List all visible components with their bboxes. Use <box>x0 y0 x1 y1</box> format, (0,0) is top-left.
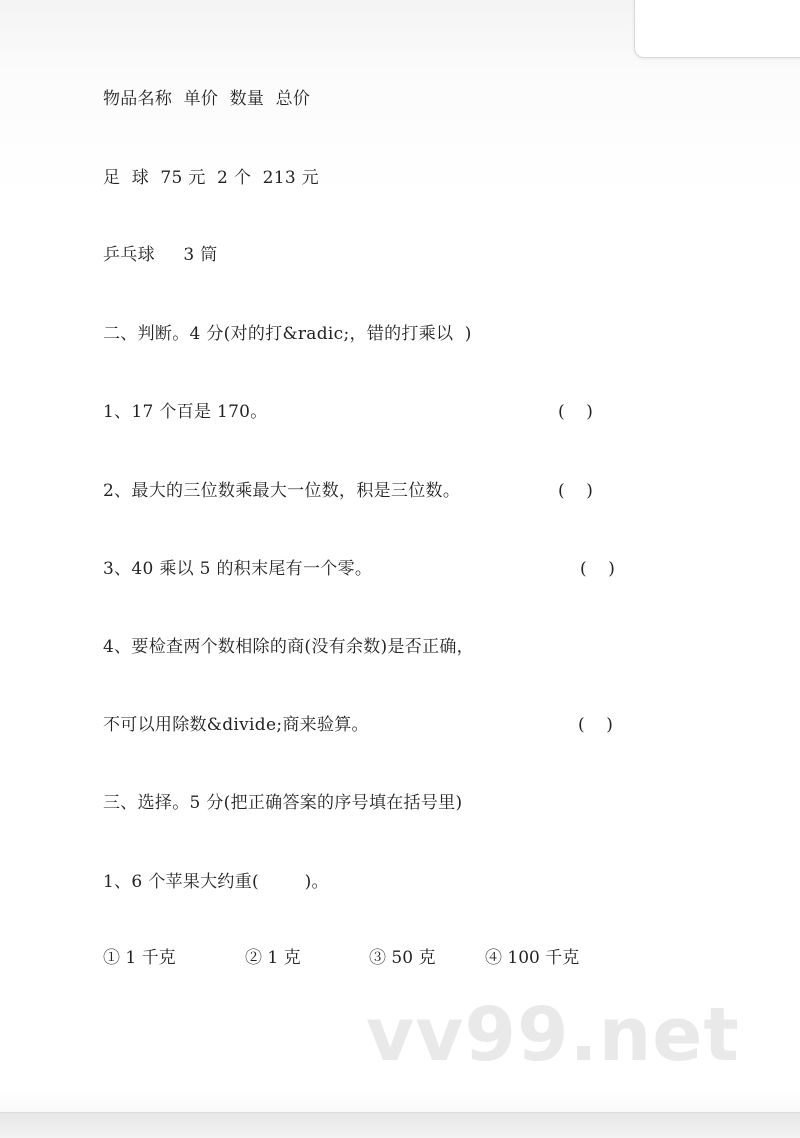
table-row-football: 足 球 75 元 2 个 213 元 <box>103 168 319 188</box>
corner-card <box>634 0 800 58</box>
answer-paren-4: ( ) <box>578 715 613 735</box>
answer-paren-3: ( ) <box>580 559 615 579</box>
table-row-pingpong: 乒乓球 3 筒 <box>103 245 218 265</box>
judge-item-4-line-2: 不可以用除数&divide;商来验算。 <box>103 715 369 735</box>
option-3: ③ 50 克 <box>369 948 436 968</box>
answer-paren-1: ( ) <box>558 402 593 422</box>
option-2: ② 1 克 <box>245 948 301 968</box>
judge-item-1: 1、17 个百是 170。 <box>103 402 268 422</box>
choice-question-1: 1、6 个苹果大约重( )。 <box>103 872 329 892</box>
section-two-title: 二、判断。4 分(对的打&radic;，错的打乘以 ) <box>103 324 472 344</box>
option-1: ① 1 千克 <box>103 948 176 968</box>
answer-paren-2: ( ) <box>558 481 593 501</box>
table-header-row: 物品名称 单价 数量 总价 <box>103 89 311 109</box>
section-three-title: 三、选择。5 分(把正确答案的序号填在括号里) <box>103 793 463 813</box>
bottom-scroll-edge <box>0 1112 800 1138</box>
option-4: ④ 100 千克 <box>485 948 580 968</box>
judge-item-2: 2、最大的三位数乘最大一位数，积是三位数。 <box>103 481 461 501</box>
watermark: vv99.net <box>366 992 740 1078</box>
judge-item-3: 3、40 乘以 5 的积末尾有一个零。 <box>103 559 373 579</box>
judge-item-4-line-1: 4、要检查两个数相除的商(没有余数)是否正确， <box>103 637 474 657</box>
